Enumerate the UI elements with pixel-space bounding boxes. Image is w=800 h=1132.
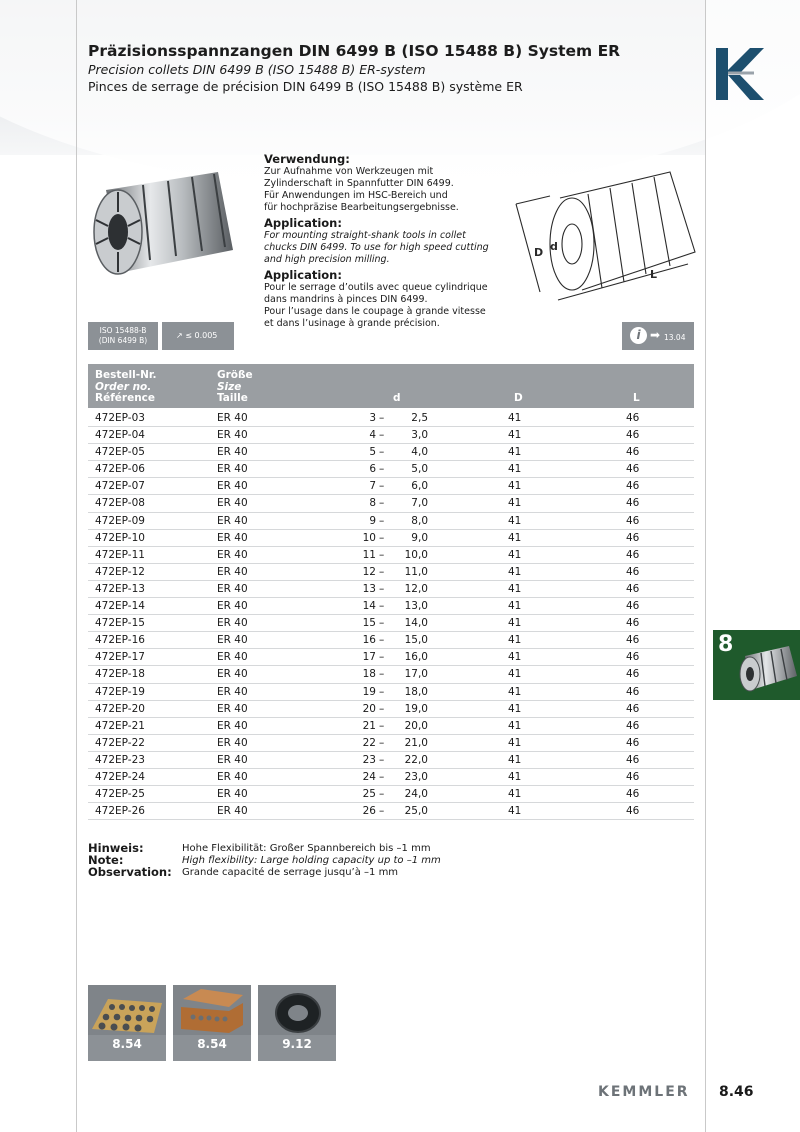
range-dash: –	[379, 668, 385, 681]
header-D: D	[514, 392, 523, 404]
cell-d-min: 12,0	[404, 582, 428, 595]
cell-order-number: 472EP-13	[95, 582, 145, 595]
usage-heading-fr: Application:	[264, 268, 342, 282]
cell-d-min: 13,0	[404, 600, 428, 613]
usage-line-de: Zylinderschaft in Spannfutter DIN 6499.	[264, 178, 454, 189]
cell-order-number: 472EP-07	[95, 480, 145, 493]
cell-size: ER 40	[217, 753, 248, 766]
usage-heading-en: Application:	[264, 216, 342, 230]
header-size	[217, 370, 253, 405]
range-dash: –	[379, 736, 385, 749]
table-row	[88, 495, 694, 512]
right-guide-line	[705, 0, 706, 1132]
usage-description	[264, 150, 504, 330]
chapter-number: 8	[718, 632, 734, 657]
range-dash: –	[379, 753, 385, 766]
table-row	[88, 581, 694, 598]
cell-size: ER 40	[217, 719, 248, 732]
cell-order-number: 472EP-25	[95, 788, 145, 801]
cell-order-number: 472EP-06	[95, 463, 145, 476]
usage-line-de: für hochpräzise Bearbeitungsergebnisse.	[264, 202, 459, 213]
cell-outer-diameter: 41	[508, 617, 522, 630]
cell-d-min: 8,0	[411, 514, 428, 527]
cell-size: ER 40	[217, 480, 248, 493]
cell-d-max: 6	[369, 463, 376, 476]
cell-length: 46	[626, 702, 640, 715]
table-row	[88, 547, 694, 564]
table-row	[88, 718, 694, 735]
cell-size: ER 40	[217, 736, 248, 749]
cell-d-min: 19,0	[404, 702, 428, 715]
cell-d-min: 9,0	[411, 531, 428, 544]
header-order-en: Order no.	[95, 380, 152, 393]
cell-d-min: 14,0	[404, 617, 428, 630]
cell-length: 46	[626, 719, 640, 732]
cell-size: ER 40	[217, 548, 248, 561]
cell-d-min: 23,0	[404, 770, 428, 783]
cell-outer-diameter: 41	[508, 497, 522, 510]
cell-outer-diameter: 41	[508, 634, 522, 647]
table-row	[88, 461, 694, 478]
standard-badge-line2: (DIN 6499 B)	[98, 336, 148, 345]
cell-size: ER 40	[217, 565, 248, 578]
range-dash: –	[379, 497, 385, 510]
cell-size: ER 40	[217, 634, 248, 647]
cell-d-max: 13	[362, 582, 376, 595]
cell-size: ER 40	[217, 463, 248, 476]
cell-length: 46	[626, 429, 640, 442]
table-row	[88, 735, 694, 752]
cell-size: ER 40	[217, 651, 248, 664]
title-german: Präzisionsspannzangen DIN 6499 B (ISO 15488 B) System ER	[88, 42, 621, 60]
cell-d-min: 15,0	[404, 634, 428, 647]
cell-size: ER 40	[217, 770, 248, 783]
cell-size: ER 40	[217, 668, 248, 681]
usage-line-de: Zur Aufnahme von Werkzeugen mit	[264, 166, 434, 177]
cell-order-number: 472EP-05	[95, 446, 145, 459]
range-dash: –	[379, 429, 385, 442]
collet-set-tray-icon	[88, 985, 166, 1035]
cell-order-number: 472EP-26	[95, 805, 145, 818]
cell-length: 46	[626, 788, 640, 801]
table-row	[88, 803, 694, 820]
cell-size: ER 40	[217, 600, 248, 613]
cell-length: 46	[626, 617, 640, 630]
cell-d-min: 10,0	[404, 548, 428, 561]
header-size-en: Size	[217, 380, 242, 393]
note-label-de: Hinweis:	[88, 841, 144, 855]
cell-size: ER 40	[217, 514, 248, 527]
cell-d-max: 7	[369, 480, 376, 493]
wooden-box-icon	[173, 985, 251, 1035]
cell-d-max: 5	[369, 446, 376, 459]
cell-d-max: 22	[362, 736, 376, 749]
cell-order-number: 472EP-11	[95, 548, 145, 561]
footer-brand: KEMMLER	[598, 1084, 690, 1100]
cell-size: ER 40	[217, 429, 248, 442]
cell-d-max: 8	[369, 497, 376, 510]
cell-length: 46	[626, 600, 640, 613]
range-dash: –	[379, 600, 385, 613]
cell-order-number: 472EP-09	[95, 514, 145, 527]
range-dash: –	[379, 805, 385, 818]
drawing-label-D: D	[534, 246, 544, 259]
cell-outer-diameter: 41	[508, 600, 522, 613]
collet-table-body	[88, 410, 694, 820]
usage-line-fr: et dans l’usinage à grande précision.	[264, 318, 440, 329]
table-row	[88, 666, 694, 683]
cell-order-number: 472EP-08	[95, 497, 145, 510]
table-row	[88, 632, 694, 649]
cell-d-min: 21,0	[404, 736, 428, 749]
cell-order-number: 472EP-22	[95, 736, 145, 749]
range-dash: –	[379, 770, 385, 783]
cell-length: 46	[626, 463, 640, 476]
range-dash: –	[379, 617, 385, 630]
cell-order-number: 472EP-17	[95, 651, 145, 664]
table-header	[88, 364, 694, 408]
cell-outer-diameter: 41	[508, 548, 522, 561]
cell-outer-diameter: 41	[508, 480, 522, 493]
cell-length: 46	[626, 736, 640, 749]
runout-value: ≤ 0.005	[185, 331, 218, 340]
cell-d-max: 26	[362, 805, 376, 818]
cell-order-number: 472EP-21	[95, 719, 145, 732]
note-text-en: High flexibility: Large holding capacity up to –1 mm	[182, 855, 441, 866]
table-row	[88, 530, 694, 547]
runout-badge	[162, 322, 234, 350]
cell-size: ER 40	[217, 617, 248, 630]
cell-outer-diameter: 41	[508, 736, 522, 749]
cell-length: 46	[626, 565, 640, 578]
cell-outer-diameter: 41	[508, 412, 522, 424]
usage-line-fr: dans mandrins à pinces DIN 6499.	[264, 294, 428, 305]
cell-size: ER 40	[217, 446, 248, 459]
cell-d-min: 3,0	[411, 429, 428, 442]
cell-outer-diameter: 41	[508, 805, 522, 818]
note-label-fr: Observation:	[88, 865, 172, 879]
cell-order-number: 472EP-23	[95, 753, 145, 766]
cell-order-number: 472EP-24	[95, 770, 145, 783]
cell-length: 46	[626, 412, 640, 424]
clamping-nut-icon	[258, 985, 336, 1035]
chapter-tab[interactable]	[713, 630, 800, 700]
cell-length: 46	[626, 497, 640, 510]
cell-length: 46	[626, 446, 640, 459]
cell-d-min: 4,0	[411, 446, 428, 459]
range-dash: –	[379, 582, 385, 595]
info-reference-page: 13.04	[664, 333, 686, 342]
usage-line-fr: Pour l’usage dans le coupage à grande vitesse	[264, 306, 486, 317]
cell-length: 46	[626, 685, 640, 698]
cell-outer-diameter: 41	[508, 668, 522, 681]
cell-d-max: 16	[362, 634, 376, 647]
cell-length: 46	[626, 548, 640, 561]
cell-length: 46	[626, 582, 640, 595]
thumbnail-wooden-box[interactable]	[173, 985, 251, 1061]
thumbnail-ref: 9.12	[282, 1037, 312, 1051]
range-dash: –	[379, 634, 385, 647]
usage-line-en: For mounting straight-shank tools in collet	[264, 230, 466, 241]
cell-outer-diameter: 41	[508, 685, 522, 698]
cell-size: ER 40	[217, 702, 248, 715]
cell-d-min: 6,0	[411, 480, 428, 493]
header-size-de: Größe	[217, 369, 253, 381]
usage-line-en: and high precision milling.	[264, 254, 390, 265]
cell-outer-diameter: 41	[508, 463, 522, 476]
cell-d-max: 10	[362, 531, 376, 544]
cell-length: 46	[626, 634, 640, 647]
table-row	[88, 752, 694, 769]
range-dash: –	[379, 548, 385, 561]
usage-line-en: chucks DIN 6499. To use for high speed cutting	[264, 242, 489, 253]
header-L: L	[633, 392, 640, 404]
cell-d-min: 11,0	[404, 565, 428, 578]
table-row	[88, 478, 694, 495]
table-row	[88, 769, 694, 786]
cell-order-number: 472EP-12	[95, 565, 145, 578]
cell-order-number: 472EP-18	[95, 668, 145, 681]
cell-outer-diameter: 41	[508, 514, 522, 527]
cell-size: ER 40	[217, 685, 248, 698]
collet-photo-icon	[88, 150, 238, 278]
cell-order-number: 472EP-19	[95, 685, 145, 698]
cell-length: 46	[626, 480, 640, 493]
table-row	[88, 427, 694, 444]
cell-d-min: 17,0	[404, 668, 428, 681]
cell-size: ER 40	[217, 497, 248, 510]
cell-order-number: 472EP-16	[95, 634, 145, 647]
standard-badge-line1: ISO 15488-B	[99, 326, 147, 335]
cell-d-max: 11	[362, 548, 376, 561]
cell-d-max: 18	[362, 668, 376, 681]
cell-outer-diameter: 41	[508, 651, 522, 664]
cell-length: 46	[626, 753, 640, 766]
table-row	[88, 564, 694, 581]
cell-d-min: 20,0	[404, 719, 428, 732]
cell-size: ER 40	[217, 788, 248, 801]
chapter-collet-icon	[737, 636, 799, 696]
range-dash: –	[379, 412, 385, 424]
cell-d-max: 14	[362, 600, 376, 613]
range-dash: –	[379, 651, 385, 664]
cell-outer-diameter: 41	[508, 702, 522, 715]
cell-outer-diameter: 41	[508, 753, 522, 766]
cell-length: 46	[626, 668, 640, 681]
thumbnail-clamping-nut[interactable]	[258, 985, 336, 1061]
cell-outer-diameter: 41	[508, 429, 522, 442]
table-row	[88, 410, 694, 427]
cell-d-max: 3	[369, 412, 376, 424]
table-row	[88, 615, 694, 632]
cell-d-min: 16,0	[404, 651, 428, 664]
cell-order-number: 472EP-03	[95, 412, 145, 424]
table-row	[88, 444, 694, 461]
note-text-de: Hohe Flexibilität: Großer Spannbereich bis –1 mm	[182, 843, 431, 854]
cell-outer-diameter: 41	[508, 565, 522, 578]
cell-order-number: 472EP-10	[95, 531, 145, 544]
cell-length: 46	[626, 514, 640, 527]
range-dash: –	[379, 685, 385, 698]
cell-d-max: 4	[369, 429, 376, 442]
cell-d-max: 12	[362, 565, 376, 578]
cell-d-min: 7,0	[411, 497, 428, 510]
page-header	[88, 42, 688, 95]
cell-order-number: 472EP-20	[95, 702, 145, 715]
thumbnail-ref: 8.54	[112, 1037, 142, 1051]
header-size-fr: Taille	[217, 392, 248, 404]
cell-size: ER 40	[217, 805, 248, 818]
cell-outer-diameter: 41	[508, 582, 522, 595]
cell-size: ER 40	[217, 412, 248, 424]
arrow-right-icon: ➡	[650, 328, 661, 342]
left-guide-line	[76, 0, 77, 1132]
title-english: Precision collets DIN 6499 B (ISO 15488 B) ER-system	[88, 62, 426, 77]
cell-length: 46	[626, 531, 640, 544]
cell-d-min: 22,0	[404, 753, 428, 766]
cell-order-number: 472EP-04	[95, 429, 145, 442]
cell-order-number: 472EP-15	[95, 617, 145, 630]
cell-d-max: 17	[362, 651, 376, 664]
table-row	[88, 786, 694, 803]
note-label-en: Note:	[88, 853, 124, 867]
cell-d-min: 18,0	[404, 685, 428, 698]
usage-heading-de: Verwendung:	[264, 152, 350, 166]
note-text-fr: Grande capacité de serrage jusqu’à –1 mm	[182, 867, 399, 878]
cell-size: ER 40	[217, 582, 248, 595]
drawing-label-d: d	[550, 240, 558, 253]
header-order-de: Bestell-Nr.	[95, 369, 157, 381]
standard-badge	[88, 322, 158, 350]
table-row	[88, 649, 694, 666]
thumbnail-ref: 8.54	[197, 1037, 227, 1051]
table-row	[88, 701, 694, 718]
cell-d-max: 23	[362, 753, 376, 766]
thumbnail-collet-set[interactable]	[88, 985, 166, 1061]
cell-d-max: 19	[362, 685, 376, 698]
cell-d-min: 24,0	[404, 788, 428, 801]
info-icon: i	[630, 327, 647, 344]
runout-arrow-icon: ↗	[176, 331, 183, 340]
cell-outer-diameter: 41	[508, 770, 522, 783]
range-dash: –	[379, 514, 385, 527]
cell-order-number: 472EP-14	[95, 600, 145, 613]
collet-technical-drawing	[510, 160, 705, 310]
usage-line-de: Für Anwendungen im HSC-Bereich und	[264, 190, 448, 201]
cell-outer-diameter: 41	[508, 788, 522, 801]
cell-outer-diameter: 41	[508, 719, 522, 732]
page-number: 8.46	[719, 1084, 754, 1100]
usage-line-fr: Pour le serrage d’outils avec queue cylindrique	[264, 282, 488, 293]
info-reference-badge[interactable]	[622, 322, 694, 350]
cell-length: 46	[626, 770, 640, 783]
kemmler-k-logo-icon	[714, 46, 764, 102]
cell-outer-diameter: 41	[508, 446, 522, 459]
cell-d-min: 2,5	[411, 412, 428, 424]
range-dash: –	[379, 446, 385, 459]
header-order-fr: Référence	[95, 392, 156, 404]
table-row	[88, 513, 694, 530]
range-dash: –	[379, 463, 385, 476]
header-order	[95, 370, 157, 405]
range-dash: –	[379, 480, 385, 493]
title-french: Pinces de serrage de précision DIN 6499 B (ISO 15488 B) système ER	[88, 79, 523, 94]
cell-d-max: 21	[362, 719, 376, 732]
drawing-label-L: L	[650, 268, 658, 281]
cell-d-max: 9	[369, 514, 376, 527]
table-row	[88, 598, 694, 615]
cell-d-max: 15	[362, 617, 376, 630]
table-row	[88, 684, 694, 701]
cell-d-min: 5,0	[411, 463, 428, 476]
header-d: d	[393, 392, 401, 404]
range-dash: –	[379, 565, 385, 578]
cell-d-min: 25,0	[404, 805, 428, 818]
cell-d-max: 20	[362, 702, 376, 715]
range-dash: –	[379, 531, 385, 544]
cell-length: 46	[626, 651, 640, 664]
cell-d-max: 24	[362, 770, 376, 783]
range-dash: –	[379, 788, 385, 801]
range-dash: –	[379, 719, 385, 732]
range-dash: –	[379, 702, 385, 715]
cell-outer-diameter: 41	[508, 531, 522, 544]
cell-d-max: 25	[362, 788, 376, 801]
cell-size: ER 40	[217, 531, 248, 544]
cell-length: 46	[626, 805, 640, 818]
